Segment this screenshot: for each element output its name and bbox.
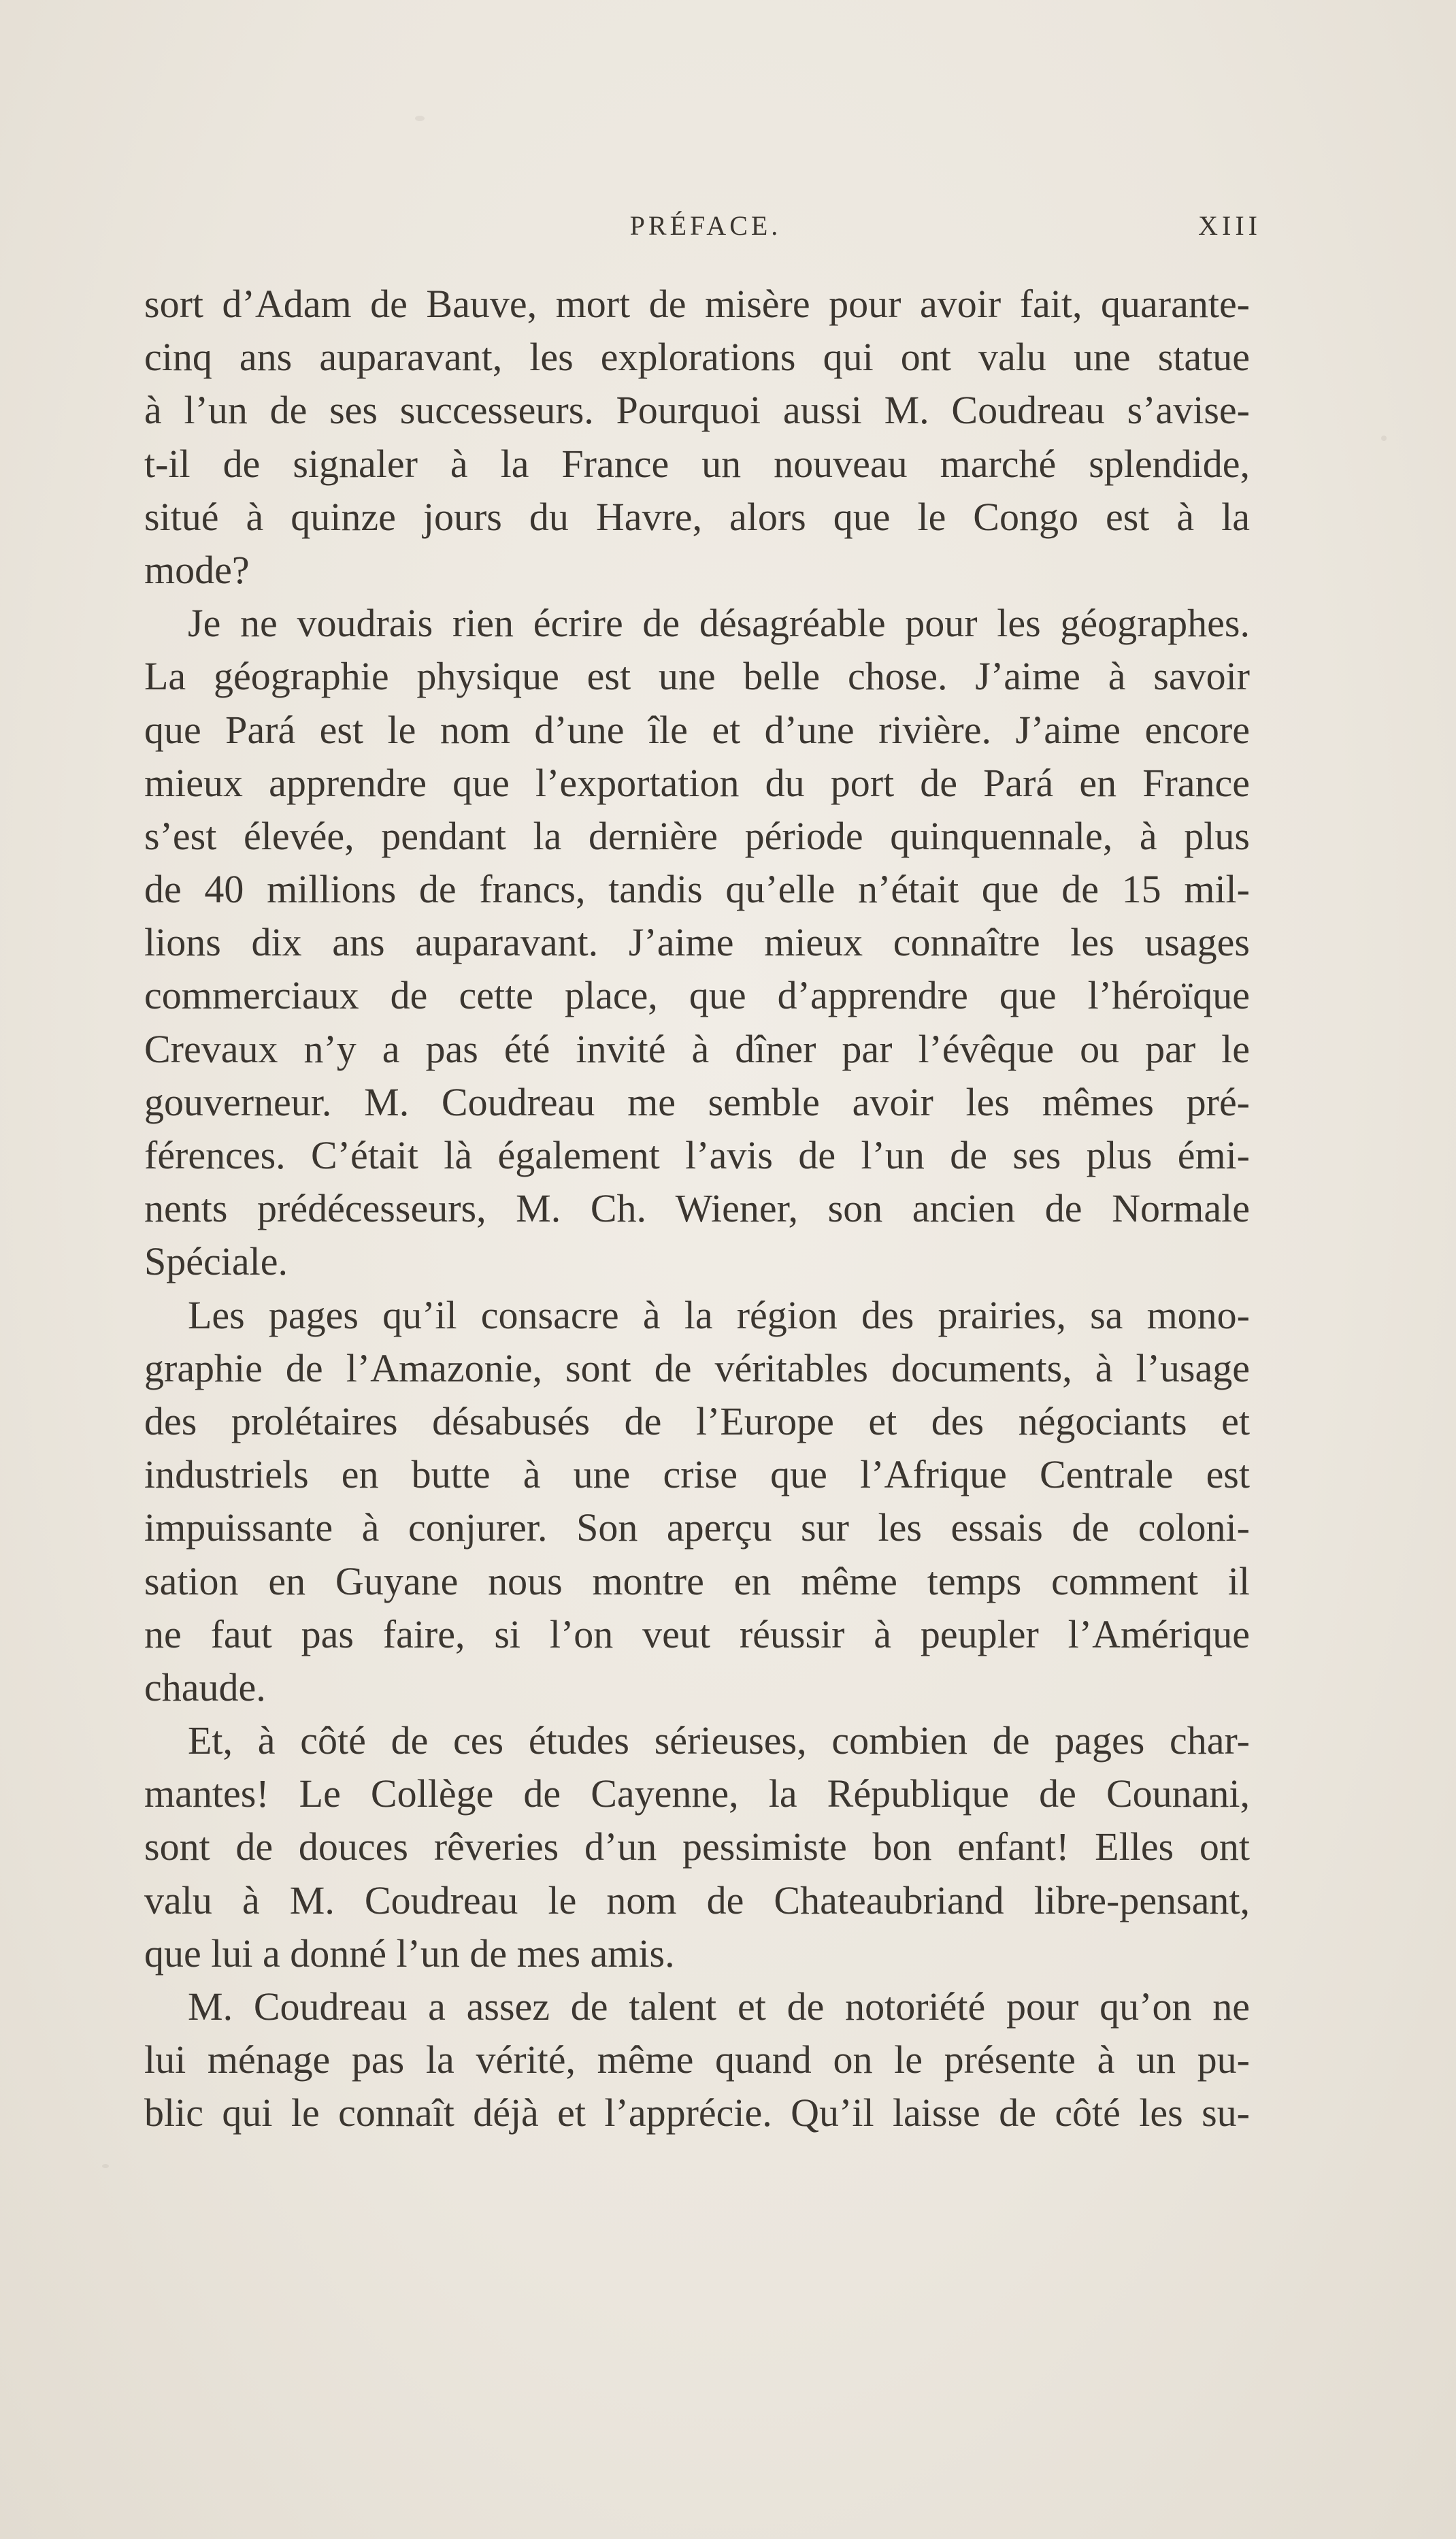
paragraph-start-line: Les pages qu’il consacre à la région des prairies, sa mono-	[188, 1292, 1250, 1337]
text-line: nents prédécesseurs, M. Ch. Wiener, son ancien de Normale	[144, 1186, 1250, 1231]
text-line: blic qui le connaît déjà et l’apprécie. Qu’il laisse de côté les su-	[144, 2091, 1250, 2135]
text-line: férences. C’était là également l’avis de l’un de ses plus émi-	[144, 1133, 1250, 1177]
text-line: des prolétaires désabusés de l’Europe et des négociants et	[144, 1398, 1250, 1443]
text-line: industriels en butte à une crise que l’Afrique Centrale est	[144, 1452, 1250, 1497]
text-line: gouverneur. M. Coudreau me semble avoir les mêmes pré-	[144, 1079, 1250, 1124]
text-line: valu à M. Coudreau le nom de Chateaubriand libre-pensant,	[144, 1878, 1250, 1922]
text-line: commerciaux de cette place, que d’apprendre que l’héroïque	[144, 973, 1250, 1018]
text-line: Spéciale.	[144, 1239, 288, 1284]
running-header	[144, 210, 1267, 250]
text-line: que lui a donné l’un de mes amis.	[144, 1931, 675, 1976]
paper-stain	[1381, 436, 1387, 441]
text-line: chaude.	[144, 1665, 266, 1709]
text-line: sort d’Adam de Bauve, mort de misère pour avoir fait, quarante-	[144, 282, 1250, 326]
text-line: sont de douces rêveries d’un pessimiste bon enfant! Elles ont	[144, 1824, 1250, 1869]
text-line: de 40 millions de francs, tandis qu’elle n’était que de 15 mil-	[144, 867, 1250, 912]
paragraph-start-line: M. Coudreau a assez de talent et de notoriété pour qu’on ne	[188, 1984, 1250, 2029]
paragraph-start-line: Et, à côté de ces études sérieuses, combien de pages char-	[188, 1718, 1250, 1763]
text-line: Crevaux n’y a pas été invité à dîner par l’évêque ou par le	[144, 1026, 1250, 1071]
body-text	[144, 278, 1250, 2140]
text-line: mieux apprendre que l’exportation du port de Pará en France	[144, 760, 1250, 805]
paper-stain	[415, 116, 425, 121]
text-line: lui ménage pas la vérité, même quand on le présente à un pu-	[144, 2037, 1250, 2082]
paper-stain	[102, 2164, 109, 2168]
text-line: t-il de signaler à la France un nouveau marché splendide,	[144, 441, 1250, 486]
running-title: PRÉFACE.	[629, 210, 782, 241]
text-line: à l’un de ses successeurs. Pourquoi aussi M. Coudreau s’avise-	[144, 388, 1250, 433]
text-line: impuissante à conjurer. Son aperçu sur les essais de coloni-	[144, 1505, 1250, 1550]
page-number: XIII	[1198, 210, 1261, 241]
text-line: que Pará est le nom d’une île et d’une rivière. J’aime encore	[144, 707, 1250, 752]
text-line: mantes! Le Collège de Cayenne, la République de Counani,	[144, 1771, 1250, 1816]
text-line: ne faut pas faire, si l’on veut réussir à peupler l’Amérique	[144, 1611, 1250, 1656]
paragraph-start-line: Je ne voudrais rien écrire de désagréable pour les géographes.	[188, 601, 1250, 646]
text-line: La géographie physique est une belle chose. J’aime à savoir	[144, 654, 1250, 699]
text-line: cinq ans auparavant, les explorations qui ont valu une statue	[144, 335, 1250, 380]
text-line: graphie de l’Amazonie, sont de véritables documents, à l’usage	[144, 1345, 1250, 1390]
text-line: lions dix ans auparavant. J’aime mieux connaître les usages	[144, 920, 1250, 965]
text-line: mode?	[144, 547, 250, 592]
text-line: s’est élevée, pendant la dernière période quinquennale, à plus	[144, 813, 1250, 858]
text-line: sation en Guyane nous montre en même temps comment il	[144, 1558, 1250, 1603]
text-line: situé à quinze jours du Havre, alors que le Congo est à la	[144, 494, 1250, 539]
